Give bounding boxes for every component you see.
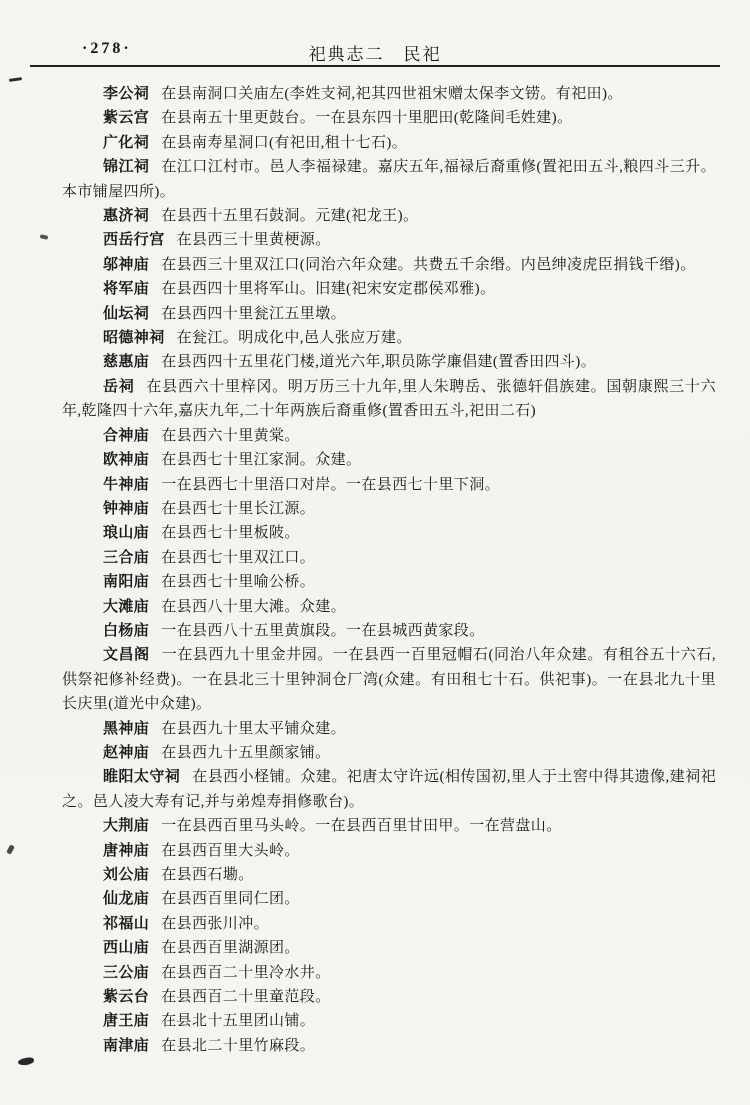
ink-speck xyxy=(40,234,49,240)
temple-description: 在江口江村市。邑人李福禄建。嘉庆五年,福禄后裔重修(置祀田五斗,粮四斗三升。本市铺屋四所)。 xyxy=(62,159,716,200)
temple-name: 三公庙 xyxy=(103,963,150,981)
temple-description: 在县西六十里黄棠。 xyxy=(161,427,300,444)
temple-name: 南津庙 xyxy=(103,1036,150,1054)
temple-name: 大荆庙 xyxy=(103,817,150,835)
temple-description: 在县西四十五里花门楼,道光六年,职员陈学廉倡建(置香田四斗)。 xyxy=(161,354,597,371)
header-divider-rule xyxy=(30,65,720,67)
temple-entry xyxy=(62,473,716,497)
temple-name: 邬神庙 xyxy=(103,255,150,273)
temple-name: 南阳庙 xyxy=(103,573,150,591)
temple-name: 昭德神祠 xyxy=(103,329,165,347)
temple-name: 西山庙 xyxy=(103,939,150,957)
temple-description: 在县西百里大头岭。 xyxy=(161,842,300,859)
temple-name: 合神庙 xyxy=(103,426,150,444)
temple-entry xyxy=(62,277,716,301)
temple-description: 在县西百里同仁团。 xyxy=(161,891,300,908)
temple-description: 在县西小柽铺。众建。祀唐太守许远(相传国初,里人于土窖中得其遗像,建祠祀之。邑人凌大寿有记,并与弟煌寿捐修歌台)。 xyxy=(62,769,716,810)
temple-entry xyxy=(62,887,716,911)
temple-name: 琅山庙 xyxy=(103,524,150,542)
temple-name: 仙龙庙 xyxy=(103,890,150,908)
temple-description: 在县西张川冲。 xyxy=(161,915,270,932)
page-title: 祀典志二 民祀 xyxy=(308,45,442,64)
temple-entry xyxy=(62,253,716,277)
temple-description: 在县西三十里黄梗源。 xyxy=(176,232,331,249)
temple-description: 在县西七十里板陂。 xyxy=(161,525,300,542)
temple-name: 将军庙 xyxy=(103,280,150,298)
temple-description: 在县西九十五里颜家铺。 xyxy=(161,744,331,761)
temple-entry xyxy=(62,326,716,350)
temple-entry xyxy=(62,375,716,424)
temple-name: 锦江祠 xyxy=(103,158,150,176)
temple-description: 在县西六十里梓冈。明万历三十九年,里人朱聘岳、张德轩倡族建。国朝康熙三十六年,乾隆四十六年,嘉庆九年,二十年两族后裔重修(置香田五斗,祀田二石) xyxy=(62,378,716,420)
temple-entry-list xyxy=(62,82,716,1058)
temple-name: 大滩庙 xyxy=(103,597,150,615)
temple-name: 牛神庙 xyxy=(103,475,150,493)
temple-description: 一在县西八十五里黄旗段。一在县城西黄家段。 xyxy=(161,622,485,639)
temple-description: 在县西四十里瓮江五里墩。 xyxy=(161,305,347,322)
temple-description: 在县西百里湖源团。 xyxy=(161,940,300,957)
temple-description: 在县西百二十里童范段。 xyxy=(161,989,331,1006)
temple-entry xyxy=(62,570,716,594)
temple-entry xyxy=(62,1009,716,1033)
temple-entry xyxy=(62,936,716,960)
temple-name: 文昌阁 xyxy=(103,646,150,664)
temple-name: 李公祠 xyxy=(103,85,150,102)
temple-name: 三合庙 xyxy=(103,548,150,566)
temple-description: 在县西十五里石鼓洞。元建(祀龙王)。 xyxy=(161,208,419,225)
temple-name: 钟神庙 xyxy=(103,499,150,517)
temple-description: 在县北十五里团山铺。 xyxy=(161,1013,316,1030)
temple-entry xyxy=(62,814,716,838)
temple-description: 在县北二十里竹麻段。 xyxy=(161,1037,316,1054)
temple-name: 唐神庙 xyxy=(103,841,150,859)
temple-name: 惠济祠 xyxy=(103,207,150,225)
temple-entry xyxy=(62,204,716,228)
temple-entry xyxy=(62,106,716,130)
temple-description: 在县西七十里长江源。 xyxy=(161,500,316,517)
temple-entry xyxy=(62,643,716,716)
temple-description: 在县西百二十里冷水井。 xyxy=(161,964,331,981)
temple-name: 黑神庙 xyxy=(103,719,150,737)
temple-entry xyxy=(62,863,716,887)
temple-entry xyxy=(62,155,716,204)
ink-speck xyxy=(18,1057,35,1067)
temple-name: 慈惠庙 xyxy=(103,353,150,371)
temple-description: 在瓮江。明成化中,邑人张应万建。 xyxy=(176,330,412,347)
temple-description: 在县西七十里喻公桥。 xyxy=(161,574,316,591)
temple-name: 欧神庙 xyxy=(103,451,150,469)
temple-entry xyxy=(62,521,716,545)
temple-description: 一在县西百里马头岭。一在县西百里甘田甲。一在营盘山。 xyxy=(161,818,562,835)
temple-entry xyxy=(62,82,716,106)
temple-description: 在县西七十里双江口。 xyxy=(161,549,316,566)
temple-name: 西岳行宫 xyxy=(103,231,165,249)
temple-description: 在县西石墈。 xyxy=(161,867,254,883)
temple-entry xyxy=(62,350,716,374)
temple-name: 唐王庙 xyxy=(103,1012,150,1030)
temple-name: 祁福山 xyxy=(103,914,150,932)
temple-name: 刘公庙 xyxy=(103,866,150,883)
temple-entry xyxy=(62,497,716,521)
temple-entry xyxy=(62,228,716,252)
temple-entry xyxy=(62,985,716,1009)
temple-description: 在县西七十里江家洞。众建。 xyxy=(161,452,362,469)
temple-entry xyxy=(62,424,716,448)
temple-entry xyxy=(62,741,716,765)
ink-speck xyxy=(9,77,22,82)
temple-entry xyxy=(62,619,716,643)
temple-name: 紫云台 xyxy=(103,988,150,1006)
temple-entry xyxy=(62,765,716,814)
temple-name: 岳祠 xyxy=(103,377,135,395)
ink-speck xyxy=(6,844,15,854)
temple-name: 赵神庙 xyxy=(103,743,150,761)
temple-description: 一在县西九十里金井园。一在县西一百里冠帽石(同治八年众建。有租谷五十六石,供祭祀修补经费)。一在县北三十里钟洞仓厂湾(众建。有田租七十石。供祀事)。一在县北九十里长庆里(道光中众建)。 xyxy=(62,647,716,713)
temple-description: 在县南洞口关庙左(李姓支祠,祀其四世祖宋赠太保李文铹。有祀田)。 xyxy=(161,86,623,102)
temple-description: 在县西四十里将军山。旧建(祀宋安定郡侯邓雅)。 xyxy=(161,281,496,298)
page-number: ·278· xyxy=(82,40,132,57)
temple-name: 仙坛祠 xyxy=(103,304,150,322)
temple-entry xyxy=(62,717,716,741)
temple-entry xyxy=(62,912,716,936)
temple-entry xyxy=(62,595,716,619)
temple-entry xyxy=(62,131,716,155)
page-header xyxy=(30,40,720,64)
temple-entry xyxy=(62,961,716,985)
temple-entry xyxy=(62,448,716,472)
temple-name: 紫云宫 xyxy=(103,109,150,127)
temple-description: 在县南寿星洞口(有祀田,租十七石)。 xyxy=(161,134,408,151)
temple-entry xyxy=(62,546,716,570)
temple-name: 白杨庙 xyxy=(103,621,150,639)
temple-description: 在县西八十里大滩。众建。 xyxy=(161,598,347,615)
temple-entry xyxy=(62,1034,716,1058)
temple-name: 广化祠 xyxy=(103,133,150,151)
temple-description: 在县西三十里双江口(同治六年众建。共费五千余缗。内邑绅凌虎臣捐钱千缗)。 xyxy=(161,256,696,273)
temple-description: 在县南五十里更鼓台。一在县东四十里肥田(乾隆间毛姓建)。 xyxy=(161,110,573,127)
temple-name: 睢阳太守祠 xyxy=(103,768,181,786)
temple-entry xyxy=(62,839,716,863)
temple-entry xyxy=(62,302,716,326)
temple-description: 在县西九十里太平铺众建。 xyxy=(161,720,347,737)
temple-description: 一在县西七十里浯口对岸。一在县西七十里下洞。 xyxy=(161,476,501,493)
